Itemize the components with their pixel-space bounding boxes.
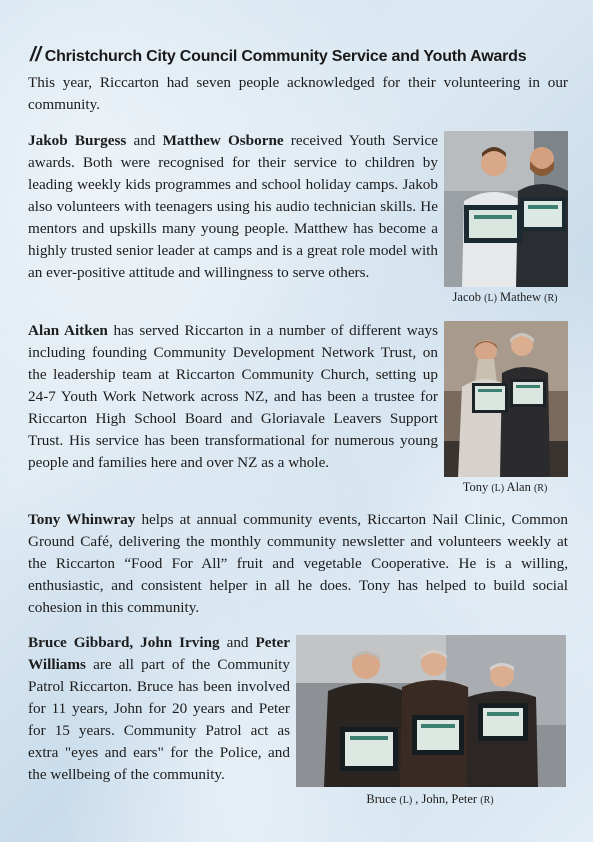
- caption-name: , John, Peter: [412, 792, 481, 806]
- caption-position: (R): [544, 293, 558, 304]
- title-slash: //: [30, 44, 41, 66]
- paragraph-body: has served Riccarton in a number of different ways including founding Community Development Network Trust, on the leadership team at Riccarton Community Church, setting up 24-7 Youth Work Network across NZ, and has been a trustee for Riccarton High School Board and Gloriavale Leavers Support Trust. His service has been transformational for numerous young people and families here and over NZ as a whole.: [28, 322, 438, 471]
- caption-name: Bruce: [366, 792, 400, 806]
- name-jakob: Jakob Burgess: [28, 132, 127, 149]
- name-alan: Alan Aitken: [28, 322, 108, 339]
- paragraph-body: received Youth Service awards. Both were recognised for their service to children by leading weekly kids programmes and school holiday camps. Jakob also volunteers with teenagers using his audio technician skills. He mentors and upskills many young people. Matthew has become a highly trusted senior leader at camps and is a great role model with an ever-positive attitude and willingness to serve others.: [28, 132, 438, 281]
- caption-name: Alan: [504, 480, 534, 494]
- photo-bruce-john-peter: [296, 635, 566, 787]
- joiner-text: and: [126, 132, 163, 149]
- caption-position: (R): [480, 795, 494, 806]
- caption-position: (L): [399, 795, 413, 806]
- tony-paragraph: [28, 509, 568, 619]
- caption-position: (L): [491, 483, 505, 494]
- photo-tony-alan: [444, 321, 568, 477]
- name-peter: Peter Williams: [28, 634, 290, 673]
- caption-name: Mathew: [496, 290, 545, 304]
- caption-photo-1: [440, 290, 570, 305]
- youth-awards-paragraph: [28, 130, 438, 284]
- caption-photo-2: [440, 480, 570, 495]
- page-title: [30, 44, 575, 67]
- paragraph-body: are all part of the Community Patrol Riccarton. Bruce has been involved for 11 years, John for 20 years and Peter for 15 years. Community Patrol act as extra "eyes and ears" for the Police, and the wellbeing of the community.: [28, 656, 290, 783]
- alan-paragraph: [28, 320, 438, 474]
- title-text: Christchurch City Council Community Service and Youth Awards: [44, 48, 527, 65]
- caption-name: Tony: [462, 480, 492, 494]
- intro-paragraph: This year, Riccarton had seven people acknowledged for their volunteering in our community.: [28, 74, 568, 113]
- joiner-text: and: [219, 634, 256, 651]
- name-bruce-john: Bruce Gibbard, John Irving: [28, 634, 220, 651]
- caption-photo-3: [330, 792, 530, 807]
- paragraph-body: helps at annual community events, Riccarton Nail Clinic, Common Ground Café, delivering the monthly community newsletter and volunteers weekly at the Riccarton “Food For All” fruit and vegetable Cooperative. He is a willing, enthusiastic, and consistent helper in all he does. Tony has helped to build social cohesion in this community.: [28, 511, 568, 616]
- name-matthew: Matthew Osborne: [162, 132, 284, 149]
- caption-position: (L): [484, 293, 497, 304]
- name-tony: Tony Whinwray: [28, 511, 136, 528]
- community-patrol-paragraph: [28, 632, 290, 786]
- caption-name: Jacob: [452, 290, 485, 304]
- photo-jacob-mathew: [444, 131, 568, 287]
- caption-position: (R): [533, 483, 548, 494]
